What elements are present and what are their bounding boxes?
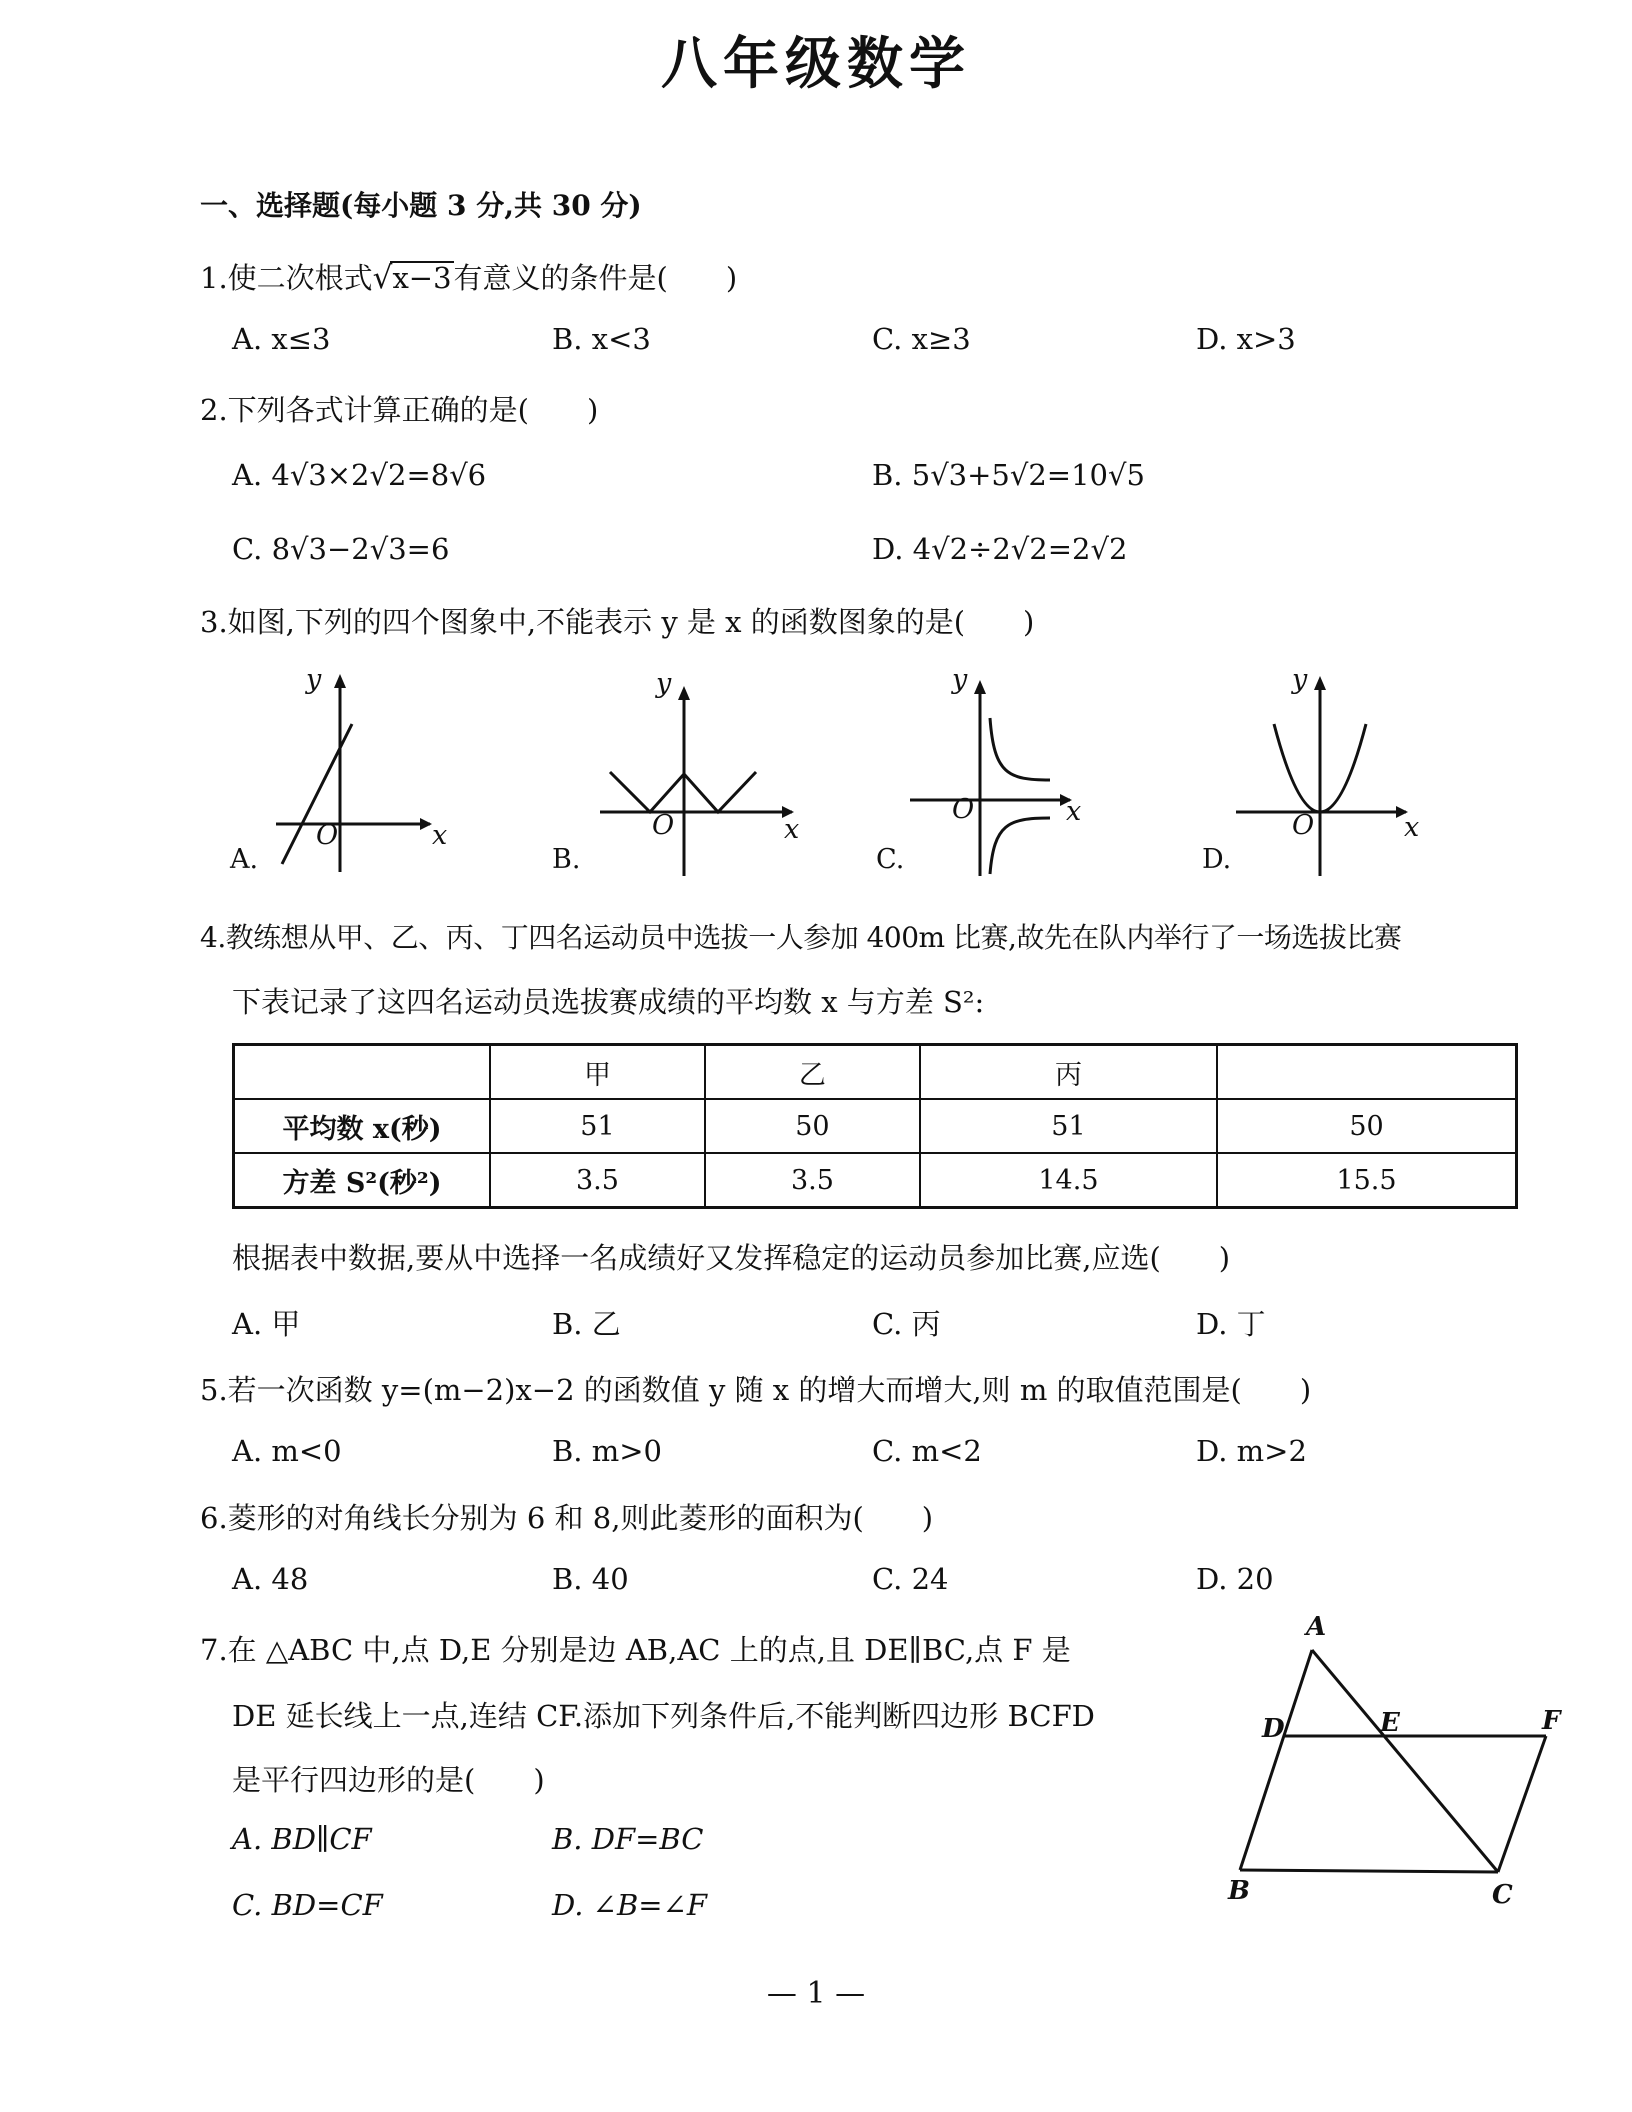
table-cell: 平均数 x(秒) bbox=[234, 1099, 491, 1153]
graph-d-x-label: x bbox=[1404, 812, 1420, 843]
graph-b-y-arrow-icon bbox=[678, 686, 690, 700]
table-cell: 方差 S²(秒²) bbox=[234, 1153, 491, 1208]
q4-option-b: B. 乙 bbox=[552, 1307, 621, 1341]
graph-b-svg bbox=[560, 664, 800, 894]
graph-b-label: B. bbox=[552, 844, 581, 875]
table-cell: 3.5 bbox=[490, 1153, 705, 1208]
table-header-cell: 丙 bbox=[920, 1045, 1217, 1100]
point-d-label: D bbox=[1262, 1714, 1285, 1744]
q7-figure bbox=[1216, 1612, 1576, 1920]
q4-option-c: C. 丙 bbox=[872, 1307, 941, 1341]
table-header-cell: 乙 bbox=[705, 1045, 920, 1100]
q5-option-b: B. m>0 bbox=[552, 1434, 662, 1468]
graph-b bbox=[552, 664, 800, 894]
graph-a-y-label: y bbox=[306, 664, 322, 695]
graph-c-x-label: x bbox=[1066, 796, 1082, 827]
q6-option-a: A. 48 bbox=[232, 1562, 309, 1596]
point-a-label: A bbox=[1306, 1612, 1327, 1642]
q7-option-b: B. DF=BC bbox=[552, 1822, 704, 1856]
graph-b-x-label: x bbox=[784, 814, 800, 845]
table-row bbox=[234, 1153, 1517, 1208]
q6-option-b: B. 40 bbox=[552, 1562, 629, 1596]
graph-c-y-arrow-icon bbox=[974, 680, 986, 694]
q1-stem-pre: 1.使二次根式 bbox=[200, 261, 373, 295]
table-header-row bbox=[234, 1045, 1517, 1100]
graph-c-origin: O bbox=[952, 794, 975, 825]
table-cell: 51 bbox=[490, 1099, 705, 1153]
segment-bc bbox=[1240, 1870, 1498, 1872]
section-heading: 一、选择题(每小题 3 分,共 30 分) bbox=[200, 189, 642, 222]
question-4-stem-line1: 4.教练想从甲、乙、丙、丁四名运动员中选拔一人参加 400m 比赛,故先在队内举行了一场选拔比赛 bbox=[200, 921, 1402, 954]
q7-figure-svg bbox=[1216, 1620, 1576, 1920]
table-cell: 15.5 bbox=[1217, 1153, 1517, 1208]
page-number: — 1 — bbox=[766, 1976, 866, 2011]
graph-b-origin: O bbox=[652, 810, 675, 841]
q7-option-a: A. BD∥CF bbox=[232, 1822, 372, 1856]
q1-stem-post: 有意义的条件是( ) bbox=[453, 261, 738, 295]
scores-table bbox=[232, 1043, 1518, 1209]
segment-ab bbox=[1240, 1650, 1312, 1870]
q2-option-a: A. 4√3×2√2=8√6 bbox=[232, 458, 487, 492]
graph-d-y-label: y bbox=[1292, 664, 1308, 695]
point-b-label: B bbox=[1228, 1876, 1250, 1906]
segment-ac bbox=[1312, 1650, 1498, 1872]
table-header-cell: 甲 bbox=[490, 1045, 705, 1100]
graph-c-lower-branch bbox=[990, 818, 1050, 874]
point-c-label: C bbox=[1492, 1880, 1513, 1910]
graph-a-x-arrow-icon bbox=[420, 818, 432, 830]
q7-option-d: D. ∠B=∠F bbox=[552, 1888, 707, 1922]
table-cell: 3.5 bbox=[705, 1153, 920, 1208]
q5-option-d: D. m>2 bbox=[1196, 1434, 1307, 1468]
q1-option-d: D. x>3 bbox=[1196, 322, 1296, 356]
question-4-stem-line2: 下表记录了这四名运动员选拔赛成绩的平均数 x 与方差 S²: bbox=[232, 985, 985, 1019]
page-title: 八年级数学 bbox=[661, 31, 971, 97]
q6-option-d: D. 20 bbox=[1196, 1562, 1274, 1596]
question-7-stem-line3: 是平行四边形的是( ) bbox=[232, 1763, 545, 1797]
graph-c-label: C. bbox=[876, 844, 905, 875]
table-cell: 14.5 bbox=[920, 1153, 1217, 1208]
question-2-stem: 2.下列各式计算正确的是( ) bbox=[200, 393, 599, 427]
graph-d-origin: O bbox=[1292, 810, 1315, 841]
q2-option-c: C. 8√3−2√3=6 bbox=[232, 532, 450, 566]
q4-option-a: A. 甲 bbox=[232, 1307, 301, 1341]
q5-option-c: C. m<2 bbox=[872, 1434, 982, 1468]
graph-b-y-label: y bbox=[656, 668, 672, 699]
point-f-label: F bbox=[1542, 1706, 1561, 1736]
graph-d-svg bbox=[1216, 664, 1456, 894]
q1-option-c: C. x≥3 bbox=[872, 322, 971, 356]
question-3-stem: 3.如图,下列的四个图象中,不能表示 y 是 x 的函数图象的是( ) bbox=[200, 605, 1035, 639]
graph-a bbox=[230, 664, 480, 894]
q1-option-a: A. x≤3 bbox=[232, 322, 331, 356]
graph-d-label: D. bbox=[1202, 844, 1232, 875]
graph-d bbox=[1202, 664, 1456, 894]
q1-radicand: x−3 bbox=[392, 261, 452, 295]
graph-c-y-label: y bbox=[952, 664, 968, 695]
question-7-stem-line2: DE 延长线上一点,连结 CF.添加下列条件后,不能判断四边形 BCFD bbox=[232, 1699, 1095, 1733]
question-5-stem: 5.若一次函数 y=(m−2)x−2 的函数值 y 随 x 的增大而增大,则 m 的取值范围是( ) bbox=[200, 1373, 1312, 1407]
question-7-stem-line1: 7.在 △ABC 中,点 D,E 分别是边 AB,AC 上的点,且 DE∥BC,点 F 是 bbox=[200, 1633, 1071, 1667]
question-1-stem bbox=[200, 256, 737, 297]
q2-option-b: B. 5√3+5√2=10√5 bbox=[872, 458, 1145, 492]
point-e-label: E bbox=[1380, 1708, 1400, 1738]
graph-c-upper-branch bbox=[990, 718, 1050, 780]
graph-a-label: A. bbox=[230, 844, 259, 875]
graph-c-svg bbox=[890, 664, 1130, 894]
graph-a-svg bbox=[240, 664, 480, 894]
table-cell: 50 bbox=[705, 1099, 920, 1153]
segment-cf bbox=[1498, 1736, 1546, 1872]
question-4-question: 根据表中数据,要从中选择一名成绩好又发挥稳定的运动员参加比赛,应选( ) bbox=[232, 1241, 1231, 1275]
graph-a-y-arrow-icon bbox=[334, 674, 346, 688]
q1-option-b: B. x<3 bbox=[552, 322, 651, 356]
q2-option-d: D. 4√2÷2√2=2√2 bbox=[872, 532, 1128, 566]
table-cell: 50 bbox=[1217, 1099, 1517, 1153]
graph-a-origin: O bbox=[316, 820, 339, 851]
question-6-stem: 6.菱形的对角线长分别为 6 和 8,则此菱形的面积为( ) bbox=[200, 1501, 934, 1535]
q5-option-a: A. m<0 bbox=[232, 1434, 342, 1468]
table-row bbox=[234, 1099, 1517, 1153]
graph-a-x-label: x bbox=[432, 820, 448, 851]
q4-option-d: D. 丁 bbox=[1196, 1307, 1266, 1341]
q7-option-c: C. BD=CF bbox=[232, 1888, 383, 1922]
table-cell: 51 bbox=[920, 1099, 1217, 1153]
graph-d-y-arrow-icon bbox=[1314, 676, 1326, 690]
q6-option-c: C. 24 bbox=[872, 1562, 949, 1596]
table-header-cell bbox=[234, 1045, 491, 1100]
table-header-cell bbox=[1217, 1045, 1517, 1100]
radical-sign-icon: √ bbox=[372, 260, 393, 296]
graph-c bbox=[876, 664, 1130, 894]
